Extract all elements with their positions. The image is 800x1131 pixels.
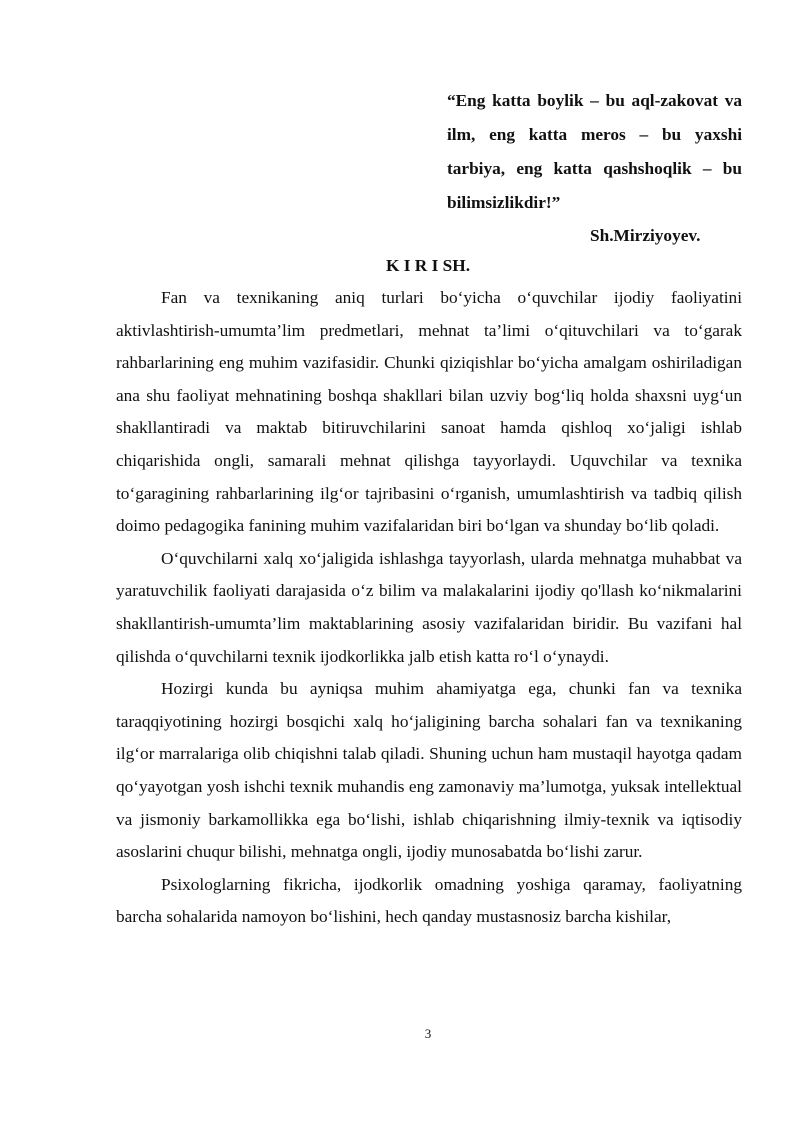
paragraph: O‘quvchilarni xalq xo‘jaligida ishlashga tayyorlash, ularda mehnatga muhabbat va yaratuvchilik faoliyati darajasida o‘z bilim va malakalarini ijodiy qo'llash ko‘nikmalarini shakllantirish-umumta’lim maktablarining asosiy vazifalaridan biridir. Bu vazifani hal qilishda o‘quvchilarni texnik ijodkorlikka jalb etish katta ro‘l o‘ynaydi. (116, 548, 742, 666)
section-title: K I R I SH. (385, 256, 471, 275)
epigraph-author: Sh.Mirziyoyev. (590, 226, 701, 245)
paragraph: Hozirgi kunda bu ayniqsa muhim ahamiyatga ega, chunki fan va texnika taraqqiyotining hozirgi bosqichi xalq ho‘jaligining barcha sohalari fan va texnikaning ilg‘or marralariga olib chiqishni talab qiladi. Shuning uchun ham mustaqil hayotga qadam qo‘yayotgan yosh ishchi texnik muhandis eng zamonaviy ma’lumotga, yuksak intellektual va jismoniy barkamollikka ega bo‘lishi, ishlab chiqarishning ilmiy-texnik va iqtisodiy asoslarini chuqur bilishi, mehnatga ongli, ijodiy munosabatda bo‘lishi zarur. (116, 679, 742, 862)
epigraph-quote: “Eng katta boylik – bu aql-zakovat va ilm, eng katta meros – bu yaxshi tarbiya, eng katta qashshoqlik – bu bilimsizlikdir!” (447, 91, 742, 212)
paragraph: Psixologlarning fikricha, ijodkorlik omadning yoshiga qaramay, faoliyatning barcha sohalarida namoyon bo‘lishini, hech qanday mustasnosiz barcha kishilar, (116, 874, 742, 927)
page-number: 3 (424, 1026, 432, 1041)
body-text (116, 282, 742, 934)
paragraph: Fan va texnikaning aniq turlari bo‘yicha o‘quvchilar ijodiy faoliyatini aktivlashtirish-umumta’lim predmetlari, mehnat ta’limi o‘qituvchilari va to‘garak rahbarlarining eng muhim vazifasidir. Chunki qiziqishlar bo‘yicha amalgam oshiriladigan ana shu faoliyat mehnatining boshqa shakllari bilan uzviy bog‘liq holda shaxsni uyg‘un shakllantiradi va maktab bitiruvchilarini sanoat hamda qishloq xo‘jaligi ishlab chiqarishida ongli, samarali mehnat qilishga tayyorlaydi. Uquvchilar va texnika to‘garagining rahbarlarining ilg‘or tajribasini o‘rganish, umumlashtirish va tadbiq qilish doimo pedagogika fanining muhim vazifalaridan biri bo‘lgan va shunday bo‘lib qoladi. (116, 288, 742, 536)
